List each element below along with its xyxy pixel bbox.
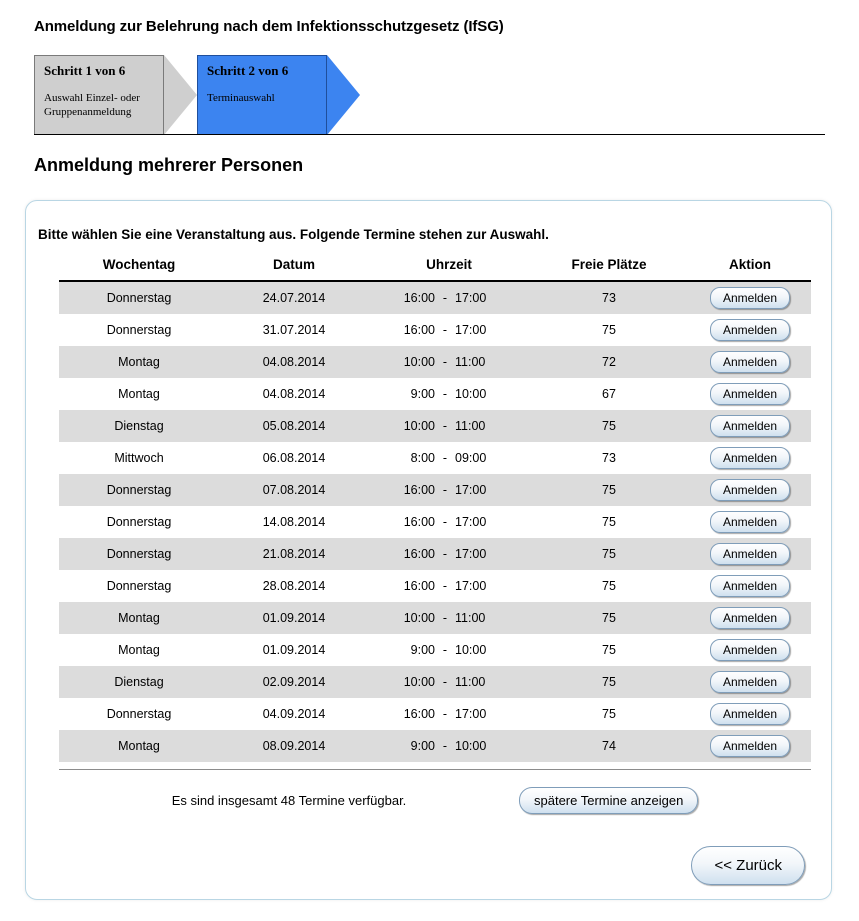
cell-date: 08.09.2014: [219, 730, 369, 762]
cell-time: [369, 730, 529, 762]
time-from: 16:00: [403, 291, 435, 305]
cell-action: [689, 346, 811, 378]
time-to: 17:00: [455, 323, 487, 337]
table-row: [59, 378, 811, 410]
time-dash: -: [442, 547, 448, 561]
footer-row: [59, 783, 811, 817]
cell-free-seats: 73: [529, 442, 689, 474]
time-range: [395, 643, 503, 657]
cell-weekday: Montag: [59, 730, 219, 762]
cell-free-seats: 75: [529, 474, 689, 506]
cell-free-seats: 73: [529, 281, 689, 314]
time-dash: -: [442, 707, 448, 721]
step-1[interactable]: [34, 55, 164, 135]
cell-time: [369, 474, 529, 506]
time-range: [395, 483, 503, 497]
table-body: [59, 281, 811, 762]
step-1-text: [44, 63, 154, 119]
time-to: 17:00: [455, 515, 487, 529]
register-button[interactable]: Anmelden: [710, 319, 790, 341]
cell-date: 31.07.2014: [219, 314, 369, 346]
register-button[interactable]: Anmelden: [710, 735, 790, 757]
back-button-wrap: [691, 846, 805, 885]
section-title: Anmeldung mehrerer Personen: [34, 155, 304, 175]
step-2-label: Terminauswahl: [207, 92, 275, 104]
time-from: 16:00: [403, 579, 435, 593]
cell-time: [369, 314, 529, 346]
table-row: [59, 570, 811, 602]
column-header-time: Uhrzeit: [369, 253, 529, 281]
time-range: [395, 611, 503, 625]
cell-date: 05.08.2014: [219, 410, 369, 442]
register-button[interactable]: Anmelden: [710, 639, 790, 661]
cell-time: [369, 410, 529, 442]
time-range: [395, 387, 503, 401]
time-from: 10:00: [403, 611, 435, 625]
register-button[interactable]: Anmelden: [710, 351, 790, 373]
table-row: [59, 634, 811, 666]
time-from: 9:00: [410, 643, 435, 657]
table-row: [59, 730, 811, 762]
cell-weekday: Mittwoch: [59, 442, 219, 474]
cell-date: 24.07.2014: [219, 281, 369, 314]
cell-weekday: Dienstag: [59, 666, 219, 698]
cell-time: [369, 570, 529, 602]
cell-time: [369, 538, 529, 570]
cell-time: [369, 346, 529, 378]
total-appointments-text: Es sind insgesamt 48 Termine verfügbar.: [171, 792, 407, 808]
time-dash: -: [442, 675, 448, 689]
time-from: 10:00: [403, 419, 435, 433]
cell-free-seats: 75: [529, 666, 689, 698]
time-from: 16:00: [403, 547, 435, 561]
cell-weekday: Donnerstag: [59, 314, 219, 346]
register-button[interactable]: Anmelden: [710, 383, 790, 405]
table-row: [59, 474, 811, 506]
time-dash: -: [442, 323, 448, 337]
step-2-arrow-tip: [327, 55, 360, 135]
cell-action: [689, 634, 811, 666]
column-header-free-seats: Freie Plätze: [529, 253, 689, 281]
table-row: [59, 506, 811, 538]
time-to: 11:00: [455, 355, 486, 369]
cell-action: [689, 474, 811, 506]
header-divider: [34, 134, 825, 135]
time-to: 17:00: [455, 291, 487, 305]
table-row: [59, 698, 811, 730]
time-range: [395, 547, 503, 561]
time-range: [395, 707, 503, 721]
cell-date: 01.09.2014: [219, 634, 369, 666]
register-button[interactable]: Anmelden: [710, 287, 790, 309]
table-row: [59, 666, 811, 698]
table-row: [59, 346, 811, 378]
cell-free-seats: 72: [529, 346, 689, 378]
page-title: Anmeldung zur Belehrung nach dem Infektionsschutzgesetz (IfSG): [34, 18, 504, 35]
time-dash: -: [442, 579, 448, 593]
cell-date: 04.08.2014: [219, 378, 369, 410]
table-row: [59, 314, 811, 346]
time-to: 11:00: [455, 419, 486, 433]
time-from: 16:00: [403, 707, 435, 721]
time-to: 17:00: [455, 483, 487, 497]
step-1-number: Schritt 1 von 6: [44, 63, 126, 78]
column-header-date: Datum: [219, 253, 369, 281]
cell-free-seats: 75: [529, 314, 689, 346]
cell-weekday: Donnerstag: [59, 698, 219, 730]
cell-weekday: Montag: [59, 378, 219, 410]
register-button[interactable]: Anmelden: [710, 511, 790, 533]
cell-action: [689, 442, 811, 474]
register-button[interactable]: Anmelden: [710, 703, 790, 725]
time-dash: -: [442, 387, 448, 401]
time-from: 10:00: [403, 355, 435, 369]
step-1-label: Auswahl Einzel- oder Gruppenanmeldung: [44, 92, 140, 118]
cell-date: 01.09.2014: [219, 602, 369, 634]
cell-weekday: Montag: [59, 602, 219, 634]
time-range: [395, 291, 503, 305]
table-row: [59, 442, 811, 474]
cell-date: 21.08.2014: [219, 538, 369, 570]
appointments-card: [25, 200, 832, 900]
time-range: [395, 355, 503, 369]
cell-weekday: Dienstag: [59, 410, 219, 442]
step-2-text: [207, 63, 317, 105]
table-row: [59, 602, 811, 634]
column-header-weekday: Wochentag: [59, 253, 219, 281]
time-dash: -: [442, 451, 448, 465]
time-to: 17:00: [455, 707, 487, 721]
back-button[interactable]: << Zurück: [691, 846, 805, 885]
time-dash: -: [442, 515, 448, 529]
cell-free-seats: 75: [529, 538, 689, 570]
time-dash: -: [442, 611, 448, 625]
cell-action: [689, 570, 811, 602]
time-from: 16:00: [403, 323, 435, 337]
time-range: [395, 579, 503, 593]
time-range: [395, 451, 503, 465]
column-header-action: Aktion: [689, 253, 811, 281]
cell-weekday: Montag: [59, 634, 219, 666]
cell-free-seats: 74: [529, 730, 689, 762]
time-dash: -: [442, 739, 448, 753]
step-2-number: Schritt 2 von 6: [207, 63, 289, 78]
time-dash: -: [442, 291, 448, 305]
cell-date: 04.09.2014: [219, 698, 369, 730]
cell-weekday: Donnerstag: [59, 474, 219, 506]
card-intro-text: Bitte wählen Sie eine Veranstaltung aus. Folgende Termine stehen zur Auswahl.: [38, 227, 549, 242]
cell-time: [369, 602, 529, 634]
cell-weekday: Donnerstag: [59, 281, 219, 314]
table-header-row: [59, 253, 811, 281]
cell-time: [369, 442, 529, 474]
cell-action: [689, 666, 811, 698]
time-range: [395, 419, 503, 433]
time-from: 8:00: [410, 451, 435, 465]
cell-action: [689, 698, 811, 730]
time-to: 09:00: [455, 451, 487, 465]
cell-date: 06.08.2014: [219, 442, 369, 474]
cell-free-seats: 75: [529, 410, 689, 442]
cell-date: 04.08.2014: [219, 346, 369, 378]
time-dash: -: [442, 483, 448, 497]
cell-date: 28.08.2014: [219, 570, 369, 602]
time-from: 16:00: [403, 483, 435, 497]
cell-weekday: Donnerstag: [59, 538, 219, 570]
time-range: [395, 515, 503, 529]
cell-action: [689, 506, 811, 538]
cell-action: [689, 602, 811, 634]
table-row: [59, 281, 811, 314]
time-to: 17:00: [455, 579, 487, 593]
time-range: [395, 323, 503, 337]
time-from: 9:00: [410, 739, 435, 753]
step-2[interactable]: [197, 55, 327, 135]
time-to: 10:00: [455, 387, 487, 401]
cell-weekday: Donnerstag: [59, 506, 219, 538]
appointments-table: [59, 253, 811, 762]
cell-action: [689, 314, 811, 346]
cell-time: [369, 634, 529, 666]
show-later-appointments-button[interactable]: spätere Termine anzeigen: [519, 787, 698, 814]
register-button[interactable]: Anmelden: [710, 575, 790, 597]
cell-time: [369, 666, 529, 698]
register-button[interactable]: Anmelden: [710, 607, 790, 629]
cell-action: [689, 281, 811, 314]
time-dash: -: [442, 643, 448, 657]
cell-action: [689, 538, 811, 570]
table-header: [59, 253, 811, 281]
footer-divider: [59, 769, 811, 770]
cell-action: [689, 378, 811, 410]
time-to: 11:00: [455, 675, 486, 689]
cell-time: [369, 378, 529, 410]
step-indicator: [34, 55, 327, 135]
cell-free-seats: 75: [529, 698, 689, 730]
register-button[interactable]: Anmelden: [710, 543, 790, 565]
cell-free-seats: 75: [529, 634, 689, 666]
cell-time: [369, 698, 529, 730]
time-dash: -: [442, 355, 448, 369]
table-row: [59, 538, 811, 570]
cell-time: [369, 506, 529, 538]
cell-date: 07.08.2014: [219, 474, 369, 506]
cell-free-seats: 75: [529, 506, 689, 538]
time-from: 16:00: [403, 515, 435, 529]
cell-action: [689, 730, 811, 762]
time-dash: -: [442, 419, 448, 433]
register-button[interactable]: Anmelden: [710, 415, 790, 437]
cell-weekday: Donnerstag: [59, 570, 219, 602]
time-range: [395, 739, 503, 753]
table-row: [59, 410, 811, 442]
register-button[interactable]: Anmelden: [710, 447, 790, 469]
time-to: 10:00: [455, 643, 487, 657]
time-from: 10:00: [403, 675, 435, 689]
time-from: 9:00: [410, 387, 435, 401]
cell-free-seats: 75: [529, 570, 689, 602]
cell-free-seats: 67: [529, 378, 689, 410]
step-1-arrow-tip: [164, 55, 197, 135]
cell-action: [689, 410, 811, 442]
time-range: [395, 675, 503, 689]
time-to: 10:00: [455, 739, 487, 753]
cell-weekday: Montag: [59, 346, 219, 378]
register-button[interactable]: Anmelden: [710, 671, 790, 693]
cell-date: 14.08.2014: [219, 506, 369, 538]
cell-free-seats: 75: [529, 602, 689, 634]
register-button[interactable]: Anmelden: [710, 479, 790, 501]
cell-date: 02.09.2014: [219, 666, 369, 698]
cell-time: [369, 281, 529, 314]
time-to: 17:00: [455, 547, 487, 561]
time-to: 11:00: [455, 611, 486, 625]
